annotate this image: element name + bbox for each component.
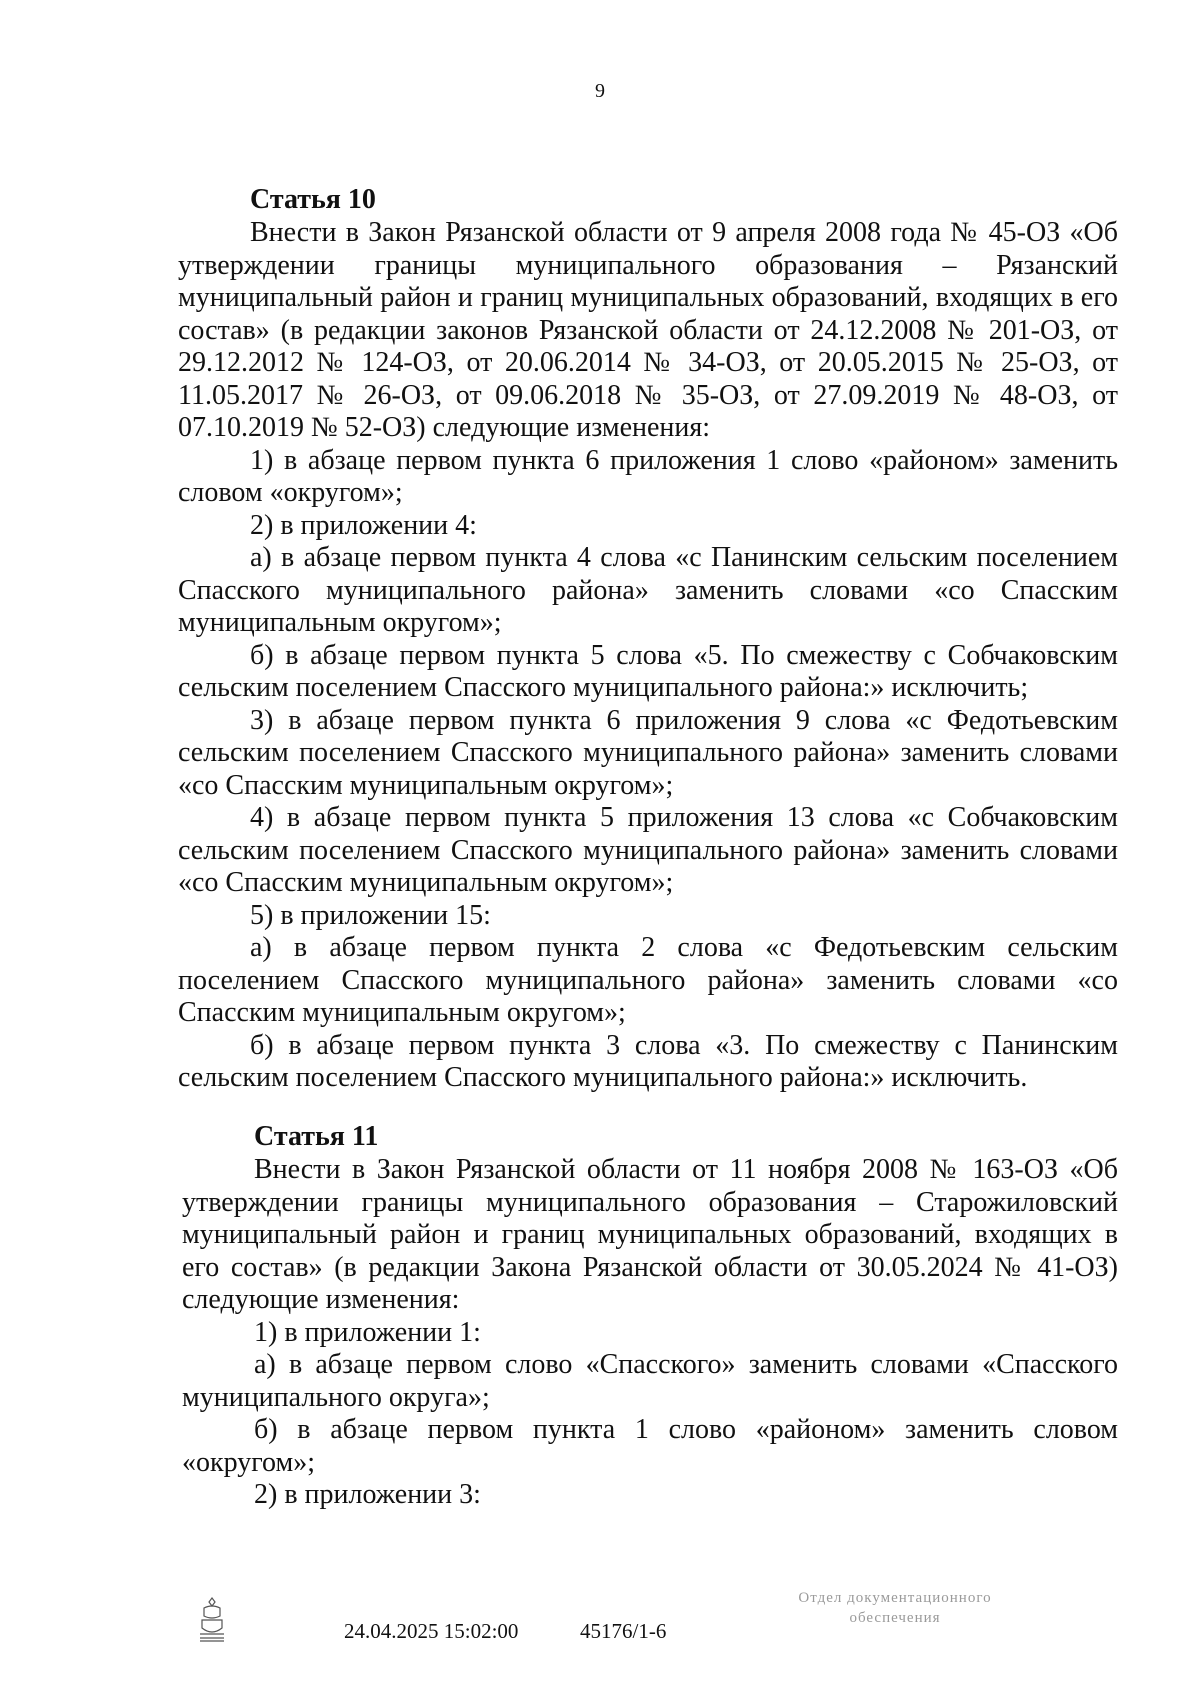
coat-of-arms-icon [192, 1594, 232, 1644]
page-number: 9 [595, 80, 605, 102]
stamp-line: обеспечения [849, 1610, 941, 1626]
paragraph: 2) в приложении 4: [250, 509, 477, 541]
footer-datetime: 24.04.2025 15:02:00 [344, 1619, 519, 1643]
paragraph: а) в абзаце первом слово «Спасского» заменить словами «Спасского муниципального округа»; [182, 1349, 1118, 1413]
paragraph: 2) в приложении 3: [254, 1479, 481, 1510]
stamp-line: Отдел документационного [798, 1590, 992, 1606]
footer-doc-number: 45176/1-6 [580, 1619, 667, 1643]
article-title: Статья 11 [254, 1121, 379, 1152]
paragraph: а) в абзаце первом пункта 2 слова «с Федотьевским сельским поселением Спасского муниципального района» заменить словами «со Спасским муниципальным округом»; [178, 932, 1118, 1028]
paragraph: Внести в Закон Рязанской области от 11 ноября 2008 № 163-ОЗ «Об утверждении границы муниципального образования – Старожиловский муниципальный район и границ муниципальных образований, входящих в его состав» (в редакции Закона Рязанской области от 30.05.2024 № 41-ОЗ) следующие изменения: [182, 1154, 1118, 1315]
article-11 [182, 1120, 1118, 1512]
article-title: Статья 10 [250, 184, 376, 215]
paragraph: б) в абзаце первом пункта 5 слова «5. По смежеству с Собчаковским сельским поселением Спасского муниципального района:» исключить; [178, 639, 1118, 703]
paragraph: 1) в приложении 1: [254, 1316, 481, 1348]
paragraph: б) в абзаце первом пункта 3 слова «3. По смежеству с Панинским сельским поселением Спасского муниципального района:» исключить. [178, 1029, 1118, 1093]
article-10 [178, 183, 1118, 1095]
paragraph: Внести в Закон Рязанской области от 9 апреля 2008 года № 45-ОЗ «Об утверждении границы муниципального образования – Рязанский муниципальный район и границ муниципальных образований, входящих в его состав» (в редакции законов Рязанской области от 24.12.2008 № 201-ОЗ, от 29.12.2012 № 124-ОЗ, от 20.06.2014 № 34-ОЗ, от 20.05.2015 № 25-ОЗ, от 11.05.2017 № 26-ОЗ, от 09.06.2018 № 35-ОЗ, от 27.09.2019 № 48-ОЗ, от 07.10.2019 № 52-ОЗ) следующие изменения: [178, 217, 1118, 443]
paragraph: а) в абзаце первом пункта 4 слова «с Панинским сельским поселением Спасского муниципального района» заменить словами «со Спасским муниципальным округом»; [178, 542, 1118, 638]
department-stamp [760, 1588, 1030, 1628]
paragraph: 4) в абзаце первом пункта 5 приложения 13 слова «с Собчаковским сельским поселением Спасского муниципального района» заменить словами «со Спасским муниципальным округом»; [178, 802, 1118, 898]
paragraph: б) в абзаце первом пункта 1 слово «районом» заменить словом «округом»; [182, 1414, 1118, 1478]
paragraph: 5) в приложении 15: [250, 899, 491, 931]
paragraph: 3) в абзаце первом пункта 6 приложения 9 слова «с Федотьевским сельским поселением Спасского муниципального района» заменить словами «со Спасским муниципальным округом»; [178, 704, 1118, 801]
paragraph: 1) в абзаце первом пункта 6 приложения 1 слово «районом» заменить словом «округом»; [178, 444, 1118, 508]
